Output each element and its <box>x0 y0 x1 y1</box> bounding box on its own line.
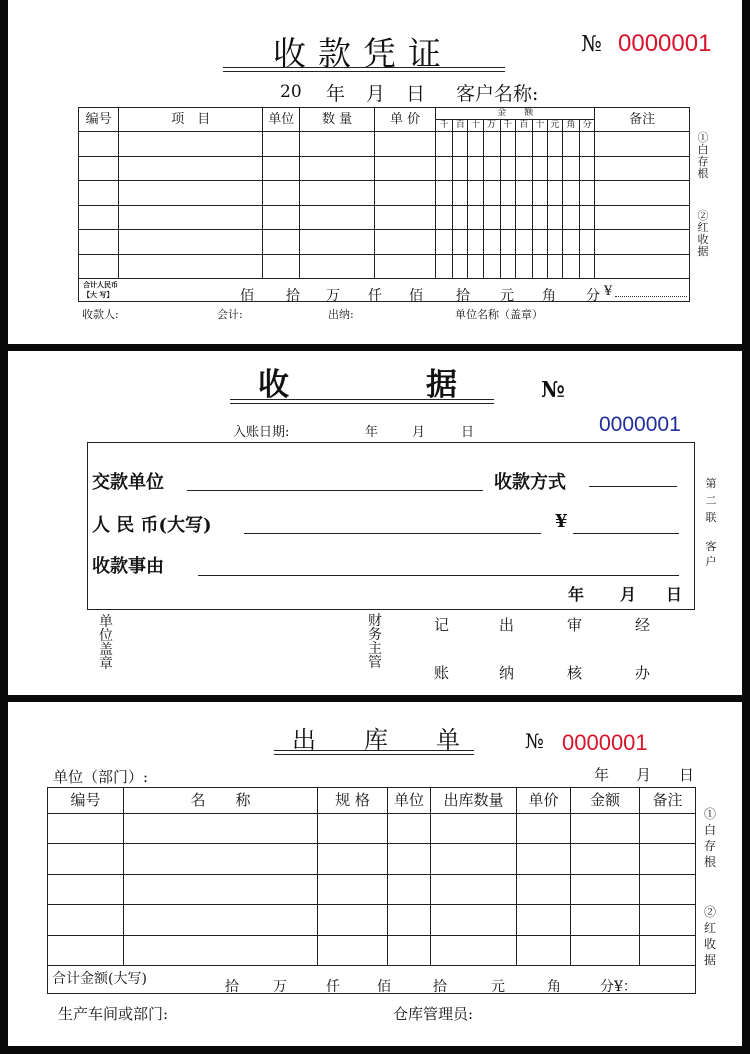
receipt-title-left: 收 <box>258 367 289 403</box>
receipt-date-month: 月 <box>412 425 426 440</box>
table-cell[interactable] <box>119 181 263 206</box>
receipt-payer-label: 交款单位 <box>92 472 164 493</box>
receipt-sig-unit: 单位盖章 <box>99 614 113 672</box>
table-cell[interactable] <box>436 230 453 255</box>
table-cell[interactable] <box>562 132 579 157</box>
voucher-title: 收款凭证 <box>273 34 453 73</box>
table-cell[interactable] <box>580 132 595 157</box>
table-cell[interactable] <box>595 230 690 255</box>
table-cell[interactable] <box>532 205 547 230</box>
receipt-sig-finance: 财务主管 <box>368 613 382 671</box>
table-cell[interactable] <box>595 156 690 181</box>
amount-digit-header: 百 <box>453 120 468 132</box>
table-cell[interactable] <box>453 230 468 255</box>
table-cell[interactable] <box>119 132 263 157</box>
table-cell[interactable] <box>431 814 517 844</box>
table-cell[interactable] <box>547 205 562 230</box>
total-unit-label: 分¥： <box>600 979 637 995</box>
table-cell[interactable] <box>562 181 579 206</box>
amount-digit-header: 十 <box>532 120 547 132</box>
table-cell[interactable] <box>453 156 468 181</box>
table-cell[interactable] <box>500 181 515 206</box>
table-cell[interactable] <box>562 205 579 230</box>
table-cell[interactable] <box>515 254 532 279</box>
receipt-method-label: 收款方式 <box>494 472 566 493</box>
table-row <box>79 132 690 157</box>
receipt-entry-date-label: 入账日期: <box>233 425 290 440</box>
table-cell[interactable] <box>436 156 453 181</box>
table-row <box>79 205 690 230</box>
table-cell[interactable] <box>431 935 517 965</box>
table-cell[interactable] <box>595 132 690 157</box>
outbound-total-label: 合计金额(大写) <box>52 970 147 987</box>
voucher-payee-label: 收款人: <box>82 308 119 321</box>
table-cell[interactable] <box>483 181 500 206</box>
table-cell[interactable] <box>640 874 696 904</box>
outbound-workshop-label: 生产车间或部门: <box>58 1005 169 1023</box>
table-cell[interactable] <box>483 132 500 157</box>
table-cell[interactable] <box>119 230 263 255</box>
table-cell[interactable] <box>453 205 468 230</box>
table-cell[interactable] <box>640 905 696 935</box>
table-cell[interactable] <box>515 230 532 255</box>
table-cell[interactable] <box>431 905 517 935</box>
total-unit-label: 万 <box>326 288 340 304</box>
receipt-reason-field[interactable] <box>198 575 679 576</box>
receipt-sign-day: 日 <box>666 585 683 604</box>
receipt-payer-field[interactable] <box>187 490 483 491</box>
receipt-rmb-field[interactable] <box>244 533 541 534</box>
table-cell[interactable] <box>500 156 515 181</box>
table-cell[interactable] <box>483 156 500 181</box>
table-cell[interactable] <box>532 181 547 206</box>
table-cell[interactable] <box>124 814 318 844</box>
table-cell[interactable] <box>79 205 119 230</box>
table-cell[interactable] <box>436 132 453 157</box>
table-cell[interactable] <box>468 156 483 181</box>
table-cell[interactable] <box>374 205 435 230</box>
table-cell[interactable] <box>300 132 374 157</box>
amount-digit-header: 百 <box>515 120 532 132</box>
table-cell[interactable] <box>547 230 562 255</box>
receipt-side-note-bottom: 客户 <box>705 540 717 568</box>
table-cell[interactable] <box>547 181 562 206</box>
receipt-reason-label: 收款事由 <box>92 556 164 577</box>
table-cell[interactable] <box>571 905 640 935</box>
table-cell[interactable] <box>318 874 388 904</box>
header-qty: 数 量 <box>300 108 374 132</box>
outbound-header-qty: 出库数量 <box>431 788 517 814</box>
table-row <box>79 181 690 206</box>
table-cell[interactable] <box>468 254 483 279</box>
outbound-header-remark: 备注 <box>640 788 696 814</box>
table-cell[interactable] <box>436 181 453 206</box>
outbound-side-note-2: ②红收据 <box>704 905 717 967</box>
total-unit-label: 佰 <box>377 979 391 995</box>
total-unit-label: 佰 <box>409 288 423 304</box>
table-cell[interactable] <box>263 181 300 206</box>
total-unit-label: 分 <box>586 288 600 304</box>
outbound-header-amount: 金额 <box>571 788 640 814</box>
receipt-sig-book-2: 账 <box>434 664 450 682</box>
header-remark: 备注 <box>595 108 690 132</box>
table-cell[interactable] <box>640 935 696 965</box>
total-unit-label: 万 <box>273 979 287 995</box>
table-cell[interactable] <box>388 844 431 874</box>
outbound-header-unit: 单位 <box>388 788 431 814</box>
outbound-table <box>47 787 696 994</box>
table-cell[interactable] <box>532 230 547 255</box>
amount-digit-header: 千 <box>500 120 515 132</box>
table-cell[interactable] <box>374 230 435 255</box>
voucher-side-note-2: ②红收据 <box>697 209 709 258</box>
total-unit-label: 拾 <box>433 979 447 995</box>
table-row <box>79 230 690 255</box>
table-cell[interactable] <box>640 844 696 874</box>
voucher-total-label-2: 【大 写】 <box>83 290 114 299</box>
table-cell[interactable] <box>318 814 388 844</box>
table-cell[interactable] <box>580 156 595 181</box>
outbound-header-spec: 规 格 <box>318 788 388 814</box>
receipt-method-field[interactable] <box>589 486 677 487</box>
table-cell[interactable] <box>453 181 468 206</box>
receipt-date-day: 日 <box>461 425 475 440</box>
table-cell[interactable] <box>580 230 595 255</box>
table-cell[interactable] <box>124 844 318 874</box>
table-cell[interactable] <box>571 935 640 965</box>
table-cell[interactable] <box>532 132 547 157</box>
table-cell[interactable] <box>48 814 124 844</box>
table-row <box>48 844 696 874</box>
table-cell[interactable] <box>562 156 579 181</box>
table-cell[interactable] <box>388 935 431 965</box>
table-cell[interactable] <box>79 132 119 157</box>
voucher-date-year: 年 <box>326 83 346 105</box>
receipt-date-year: 年 <box>365 425 379 440</box>
amount-digit-header: 十 <box>468 120 483 132</box>
table-cell[interactable] <box>318 935 388 965</box>
receipt-sig-handler-1: 经 <box>635 616 651 634</box>
table-cell[interactable] <box>500 205 515 230</box>
table-row <box>48 935 696 965</box>
header-code: 编号 <box>79 108 119 132</box>
table-cell[interactable] <box>318 905 388 935</box>
table-cell[interactable] <box>580 181 595 206</box>
outbound-date-day: 日 <box>679 766 695 784</box>
receipt-no-label: № <box>541 377 565 403</box>
table-cell[interactable] <box>547 156 562 181</box>
table-cell[interactable] <box>388 874 431 904</box>
table-cell[interactable] <box>300 181 374 206</box>
voucher-side-note-1: ①白存根 <box>697 131 709 180</box>
table-cell[interactable] <box>374 181 435 206</box>
outbound-date-month: 月 <box>636 766 652 784</box>
table-cell[interactable] <box>468 205 483 230</box>
table-cell[interactable] <box>124 874 318 904</box>
table-cell[interactable] <box>124 935 318 965</box>
table-cell[interactable] <box>571 814 640 844</box>
table-cell[interactable] <box>453 132 468 157</box>
total-unit-label: 元 <box>491 979 505 995</box>
table-cell[interactable] <box>483 230 500 255</box>
table-row <box>48 874 696 904</box>
table-cell[interactable] <box>119 254 263 279</box>
amount-digit-header: 千 <box>436 120 453 132</box>
table-cell[interactable] <box>483 205 500 230</box>
header-amount: 金 额 <box>436 108 595 120</box>
table-cell[interactable] <box>595 205 690 230</box>
receipt-sig-cash-2: 纳 <box>499 664 515 682</box>
total-unit-label: 角 <box>542 288 556 304</box>
total-unit-label: 角 <box>547 979 561 995</box>
table-cell[interactable] <box>532 254 547 279</box>
table-cell[interactable] <box>374 132 435 157</box>
receipt-sign-month: 月 <box>620 585 637 604</box>
outbound-header-price: 单价 <box>517 788 571 814</box>
table-cell[interactable] <box>431 874 517 904</box>
table-row <box>79 156 690 181</box>
voucher-date-month: 月 <box>366 83 386 105</box>
outbound-date-year: 年 <box>594 766 610 784</box>
outbound-number: 0000001 <box>562 730 648 755</box>
voucher-accountant-label: 会计: <box>217 308 243 321</box>
outbound-keeper-label: 仓库管理员: <box>393 1005 474 1023</box>
receipt-sig-cash-1: 出 <box>499 616 515 634</box>
table-row <box>79 254 690 279</box>
table-cell[interactable] <box>388 814 431 844</box>
outbound-header-code: 编号 <box>48 788 124 814</box>
table-cell[interactable] <box>374 254 435 279</box>
outbound-dept-label: 单位（部门）: <box>53 768 149 786</box>
table-cell[interactable] <box>571 844 640 874</box>
outbound-side-note-1: ①白存根 <box>704 807 717 869</box>
table-cell[interactable] <box>119 205 263 230</box>
table-cell[interactable] <box>547 254 562 279</box>
table-cell[interactable] <box>468 181 483 206</box>
outbound-form <box>8 702 742 1046</box>
table-cell[interactable] <box>263 230 300 255</box>
voucher-no-label: № <box>581 32 602 57</box>
table-cell[interactable] <box>468 230 483 255</box>
table-cell[interactable] <box>640 814 696 844</box>
table-cell[interactable] <box>300 230 374 255</box>
table-cell[interactable] <box>595 254 690 279</box>
table-row <box>48 814 696 844</box>
voucher-total-units <box>78 280 690 304</box>
header-item: 项 目 <box>119 108 263 132</box>
table-cell[interactable] <box>595 181 690 206</box>
table-cell[interactable] <box>48 905 124 935</box>
outbound-title: 出 库 单 <box>292 726 460 754</box>
total-unit-label: 拾 <box>225 979 239 995</box>
amount-digit-header: 元 <box>547 120 562 132</box>
table-cell[interactable] <box>483 254 500 279</box>
table-cell[interactable] <box>532 156 547 181</box>
table-cell[interactable] <box>48 874 124 904</box>
table-cell[interactable] <box>500 132 515 157</box>
table-cell[interactable] <box>119 156 263 181</box>
table-cell[interactable] <box>388 905 431 935</box>
receipt-title-right: 据 <box>426 367 457 403</box>
amount-digit-header: 万 <box>483 120 500 132</box>
table-row <box>48 905 696 935</box>
table-cell[interactable] <box>263 132 300 157</box>
table-cell[interactable] <box>517 814 571 844</box>
outbound-total-units <box>47 970 695 995</box>
table-cell[interactable] <box>300 156 374 181</box>
voucher-yen: ¥ <box>604 284 613 299</box>
total-unit-label: 拾 <box>456 288 470 304</box>
header-price: 单 价 <box>374 108 435 132</box>
table-cell[interactable] <box>300 254 374 279</box>
table-cell[interactable] <box>79 156 119 181</box>
table-cell[interactable] <box>562 254 579 279</box>
table-cell[interactable] <box>300 205 374 230</box>
voucher-date-day: 日 <box>406 83 426 105</box>
voucher-cashier-label: 出纳: <box>328 308 354 321</box>
header-unit: 单位 <box>263 108 300 132</box>
amount-digit-header: 分 <box>580 120 595 132</box>
table-cell[interactable] <box>48 844 124 874</box>
table-cell[interactable] <box>571 874 640 904</box>
voucher-date-year-prefix: 20 <box>280 82 302 102</box>
amount-digit-header: 角 <box>562 120 579 132</box>
table-cell[interactable] <box>374 156 435 181</box>
table-cell[interactable] <box>515 181 532 206</box>
table-cell[interactable] <box>318 844 388 874</box>
table-cell[interactable] <box>263 254 300 279</box>
table-cell[interactable] <box>515 205 532 230</box>
total-unit-label: 仟 <box>368 288 382 304</box>
table-cell[interactable] <box>48 935 124 965</box>
voucher-table <box>78 107 690 302</box>
table-cell[interactable] <box>517 874 571 904</box>
receipt-sig-handler-2: 办 <box>635 664 651 682</box>
voucher-unit-name-label: 单位名称（盖章） <box>455 308 543 321</box>
table-cell[interactable] <box>431 844 517 874</box>
total-unit-label: 仟 <box>326 979 340 995</box>
table-cell[interactable] <box>517 935 571 965</box>
table-cell[interactable] <box>436 254 453 279</box>
receipt-sign-year: 年 <box>568 585 585 604</box>
receipt-sig-book-1: 记 <box>434 616 450 634</box>
table-cell[interactable] <box>79 230 119 255</box>
table-cell[interactable] <box>263 205 300 230</box>
receipt-yen-field[interactable] <box>573 533 679 534</box>
voucher-number: 0000001 <box>618 30 712 57</box>
table-cell[interactable] <box>453 254 468 279</box>
voucher-form <box>8 0 742 344</box>
table-cell[interactable] <box>547 132 562 157</box>
table-cell[interactable] <box>79 254 119 279</box>
receipt-sig-audit-1: 审 <box>567 616 583 634</box>
table-cell[interactable] <box>500 230 515 255</box>
table-cell[interactable] <box>517 844 571 874</box>
receipt-rmb-label: 人 民 币(大写) <box>92 515 212 536</box>
table-cell[interactable] <box>500 254 515 279</box>
table-cell[interactable] <box>515 132 532 157</box>
total-unit-label: 佰 <box>240 288 254 304</box>
receipt-side-note-top: 第二联 <box>705 477 717 524</box>
table-cell[interactable] <box>79 181 119 206</box>
receipt-yen: ¥ <box>555 511 568 532</box>
total-unit-label: 拾 <box>286 288 300 304</box>
receipt-number: 0000001 <box>599 413 681 436</box>
outbound-no-label: № <box>525 729 544 753</box>
table-cell[interactable] <box>468 132 483 157</box>
voucher-customer-label: 客户名称: <box>456 83 539 105</box>
outbound-header-name: 名 称 <box>124 788 318 814</box>
table-cell[interactable] <box>580 254 595 279</box>
table-cell[interactable] <box>436 205 453 230</box>
table-cell[interactable] <box>517 905 571 935</box>
table-cell[interactable] <box>124 905 318 935</box>
receipt-sig-audit-2: 核 <box>567 664 583 682</box>
table-cell[interactable] <box>515 156 532 181</box>
total-unit-label: 元 <box>500 288 514 304</box>
receipt-form <box>8 351 742 695</box>
table-cell[interactable] <box>263 156 300 181</box>
table-cell[interactable] <box>562 230 579 255</box>
table-cell[interactable] <box>580 205 595 230</box>
voucher-total-label-1: 合计人民币 <box>83 280 118 289</box>
